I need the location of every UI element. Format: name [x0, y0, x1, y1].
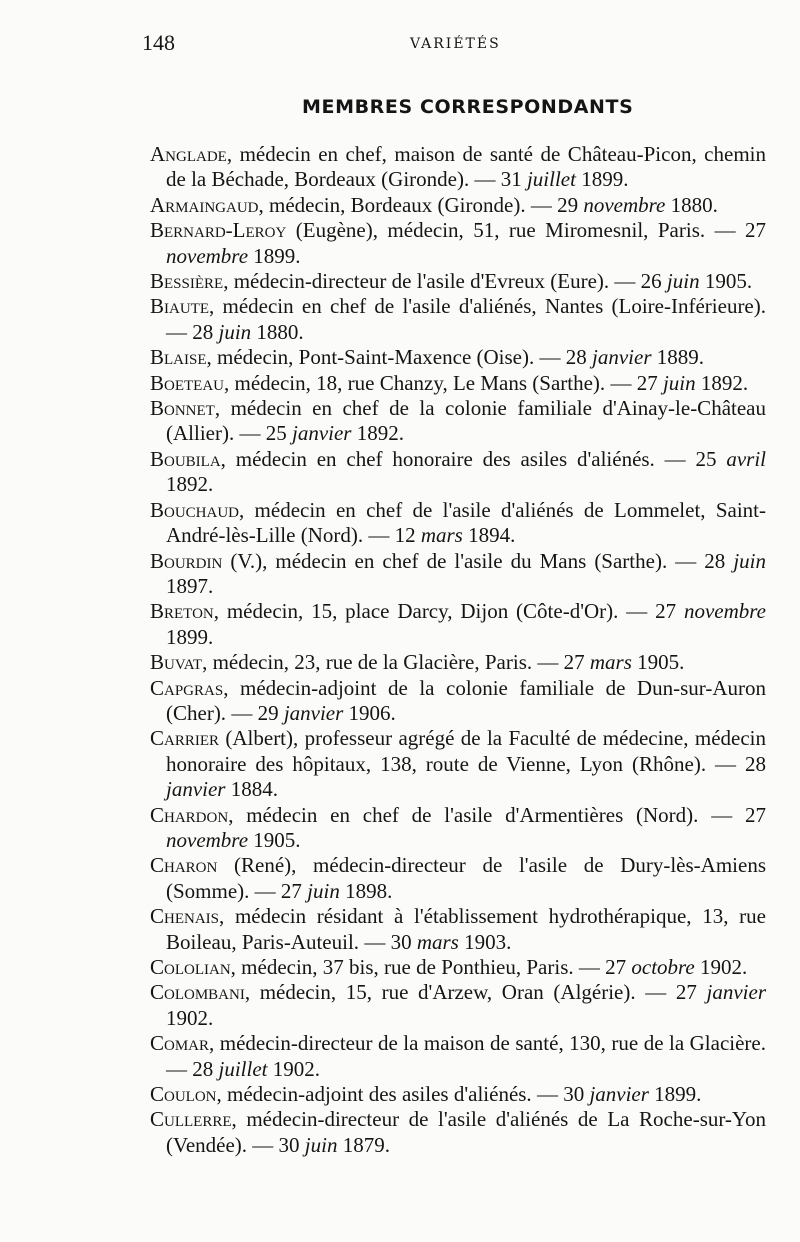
date-day: 28: [565, 345, 593, 370]
member-name: Cololian: [150, 955, 231, 979]
member-name: Charon: [150, 853, 218, 878]
member-entry: [150, 1107, 766, 1158]
date-month: janvier: [291, 421, 352, 446]
date-year: 1894.: [462, 523, 516, 548]
date-year: 1880.: [665, 192, 718, 217]
member-entry: [150, 294, 766, 345]
member-details: , médecin, 18, rue Chanzy, Le Mans (Sarthe).: [224, 370, 606, 395]
member-name: Anglade: [150, 142, 227, 166]
member-entry: [150, 193, 766, 218]
membership-date: [609, 269, 752, 293]
member-details: , médecin en chef de l'asile d'aliénés de Lommelet, Saint-André-lès-Lille (Nord).: [166, 497, 766, 548]
member-details: , médecin en chef de l'asile d'Armentières (Nord).: [228, 802, 699, 827]
member-details: (René), médecin-directeur de l'asile de Dury-lès-Amiens (Somme).: [166, 853, 766, 903]
member-details: (Albert), professeur agrégé de la Faculté de médecine, médecin honoraire des hôpitaux, 138, route de Vienne, Lyon (Rhône).: [166, 726, 766, 776]
member-name: Breton: [150, 599, 214, 624]
membership-date: [532, 650, 684, 674]
member-details: , médecin résidant à l'établissement hydrothérapique, 13, rue Boileau, Paris-Auteuil.: [166, 904, 766, 954]
member-name: Biaute: [150, 294, 209, 319]
member-name: Bonnet: [150, 396, 215, 421]
member-entry: [150, 803, 766, 854]
date-month: janvier: [283, 700, 344, 725]
member-name: Blaise: [150, 345, 207, 370]
date-month: mars: [420, 523, 463, 548]
member-entry: [150, 269, 766, 294]
member-name: Bernard-Leroy: [150, 218, 287, 243]
member-details: , médecin, 15, rue d'Arzew, Oran (Algérie).: [244, 980, 636, 1005]
date-month: juin: [218, 319, 252, 344]
date-year: 1899.: [648, 1082, 702, 1107]
membership-date: [534, 345, 704, 369]
member-name: Carrier: [150, 726, 220, 751]
member-entry: [150, 218, 766, 269]
date-day: 28: [745, 751, 766, 776]
date-year: 1905.: [248, 827, 301, 852]
date-year: 1880.: [251, 319, 304, 344]
member-details: , médecin-directeur de l'asile d'Evreux (Eure).: [223, 269, 610, 294]
member-entry: [150, 955, 766, 980]
membership-date: [469, 167, 628, 191]
date-month: juin: [662, 370, 696, 395]
date-month: juin: [666, 269, 700, 294]
date-month: novembre: [166, 827, 249, 852]
membership-date: [363, 523, 515, 547]
membership-date: [234, 421, 404, 445]
member-details: , médecin-directeur de la maison de santé, 130, rue de la Glacière.: [209, 1031, 766, 1056]
date-year: 1902.: [694, 955, 748, 979]
member-name: Colombani: [150, 980, 245, 1005]
date-year: 1879.: [337, 1132, 390, 1157]
member-name: Cullerre: [150, 1107, 232, 1132]
date-day: 27: [745, 218, 766, 243]
membership-date: [249, 879, 392, 903]
date-month: janvier: [166, 777, 226, 802]
date-month: juin: [304, 1132, 338, 1157]
date-day: 30: [563, 1082, 590, 1107]
member-entry: [150, 904, 766, 955]
member-entry: [150, 142, 766, 193]
date-year: 1892.: [351, 421, 404, 446]
membership-date: [247, 1133, 390, 1157]
membership-date: [226, 701, 396, 725]
date-day: 29: [557, 192, 584, 217]
member-details: , médecin en chef de la colonie familiale d'Ainay-le-Château (Allier).: [166, 396, 766, 446]
member-entry: [150, 498, 766, 549]
member-name: Chardon: [150, 802, 229, 827]
date-month: juillet: [526, 167, 576, 192]
member-details: , médecin, Pont-Saint-Maxence (Oise).: [206, 345, 535, 370]
date-year: 1902.: [267, 1056, 320, 1081]
member-details: , médecin, 23, rue de la Glacière, Paris.: [202, 650, 533, 675]
member-details: , médecin-adjoint de la colonie familiale de Dun-sur-Auron (Cher).: [166, 675, 766, 725]
date-day: 27: [675, 980, 707, 1005]
member-name: Coulon: [150, 1082, 217, 1107]
member-details: , médecin en chef honoraire des asiles d'aliénés.: [220, 446, 655, 471]
member-entry: [150, 650, 766, 675]
member-entry: [150, 599, 766, 650]
member-name: Bessière: [150, 269, 224, 294]
date-month: mars: [589, 650, 632, 675]
date-day: 27: [636, 370, 663, 395]
member-name: Armaingaud: [150, 192, 259, 217]
date-month: janvier: [592, 345, 652, 370]
member-list: [150, 142, 766, 1158]
date-day: 27: [655, 599, 684, 624]
date-year: 1899.: [166, 624, 214, 649]
date-day: 30: [278, 1132, 305, 1157]
date-day: 26: [640, 269, 667, 294]
date-day: 27: [280, 878, 308, 903]
date-month: novembre: [683, 599, 767, 624]
member-name: Boubila: [150, 446, 221, 471]
member-details: , médecin en chef de l'asile d'aliénés, Nantes (Loire-Inférieure).: [209, 294, 766, 319]
date-day: 25: [265, 421, 292, 446]
date-year: 1897.: [166, 573, 214, 598]
member-name: Capgras: [150, 675, 224, 700]
member-name: Chenais: [150, 904, 220, 929]
date-month: mars: [416, 929, 459, 954]
member-entry: [150, 447, 766, 498]
member-name: Comar: [150, 1031, 210, 1056]
member-details: , médecin, 15, place Darcy, Dijon (Côte-d'Or).: [213, 599, 619, 624]
date-month: octobre: [631, 955, 695, 979]
member-name: Bouchaud: [150, 497, 240, 522]
member-details: , médecin en chef, maison de santé de Château-Picon, chemin de la Béchade, Bordeaux (Gironde).: [166, 142, 766, 192]
member-entry: [150, 1082, 766, 1107]
member-entry: [150, 1031, 766, 1082]
member-entry: [150, 726, 766, 802]
membership-date: [166, 320, 304, 344]
date-year: 1906.: [343, 700, 396, 725]
date-day: 30: [390, 929, 417, 954]
member-name: Bourdin: [150, 548, 223, 573]
date-year: 1898.: [339, 878, 393, 903]
member-details: , médecin, Bordeaux (Gironde).: [258, 192, 526, 217]
date-day: 29: [257, 700, 284, 725]
date-day: 28: [704, 548, 734, 573]
membership-date: [526, 193, 718, 217]
date-day: 27: [563, 650, 590, 675]
membership-date: [359, 930, 511, 954]
date-day: 31: [500, 167, 527, 192]
page-header: [142, 30, 752, 60]
date-year: 1892.: [166, 472, 214, 497]
membership-date: [532, 1082, 702, 1106]
membership-date: [574, 955, 748, 979]
member-details: , médecin-directeur de l'asile d'aliénés de La Roche-sur-Yon (Vendée).: [166, 1107, 766, 1157]
date-month: juin: [307, 878, 340, 903]
date-month: avril: [726, 446, 766, 471]
member-entry: [150, 396, 766, 447]
date-month: juin: [733, 548, 766, 573]
date-year: 1889.: [651, 345, 704, 370]
membership-date: [166, 1057, 320, 1081]
date-year: 1903.: [458, 929, 512, 954]
member-entry: [150, 676, 766, 727]
membership-date: [605, 371, 748, 395]
date-year: 1899.: [248, 243, 301, 268]
running-head: VARIÉTÉS: [410, 36, 501, 52]
date-year: 1899.: [575, 167, 629, 192]
member-name: Buvat: [150, 650, 203, 675]
member-entry: [150, 853, 766, 904]
page-number: 148: [142, 30, 175, 55]
date-year: 1905.: [631, 650, 685, 675]
member-name: Boeteau: [150, 370, 224, 395]
member-entry: [150, 345, 766, 370]
date-day: 12: [394, 523, 421, 548]
date-month: novembre: [166, 243, 249, 268]
date-year: 1905.: [699, 269, 753, 294]
date-year: 1892.: [695, 370, 749, 395]
date-month: novembre: [583, 192, 666, 217]
date-year: 1902.: [166, 1005, 214, 1030]
date-month: juillet: [218, 1056, 268, 1081]
date-month: janvier: [706, 980, 767, 1005]
member-entry: [150, 980, 766, 1031]
date-day: 27: [745, 802, 766, 827]
section-title: MEMBRES CORRESPONDANTS: [302, 96, 634, 118]
date-day: 25: [695, 446, 727, 471]
member-entry: [150, 549, 766, 600]
member-details: , médecin-adjoint des asiles d'aliénés.: [216, 1082, 532, 1107]
date-day: 27: [605, 955, 632, 979]
member-details: (V.), médecin en chef de l'asile du Mans (Sarthe).: [222, 548, 668, 573]
member-details: , médecin, 37 bis, rue de Ponthieu, Paris.: [230, 955, 574, 979]
date-year: 1884.: [225, 777, 278, 802]
member-entry: [150, 371, 766, 396]
date-month: janvier: [589, 1082, 649, 1107]
date-day: 28: [192, 319, 219, 344]
member-details: (Eugène), médecin, 51, rue Miromesnil, Paris.: [286, 218, 706, 243]
date-day: 28: [192, 1056, 219, 1081]
